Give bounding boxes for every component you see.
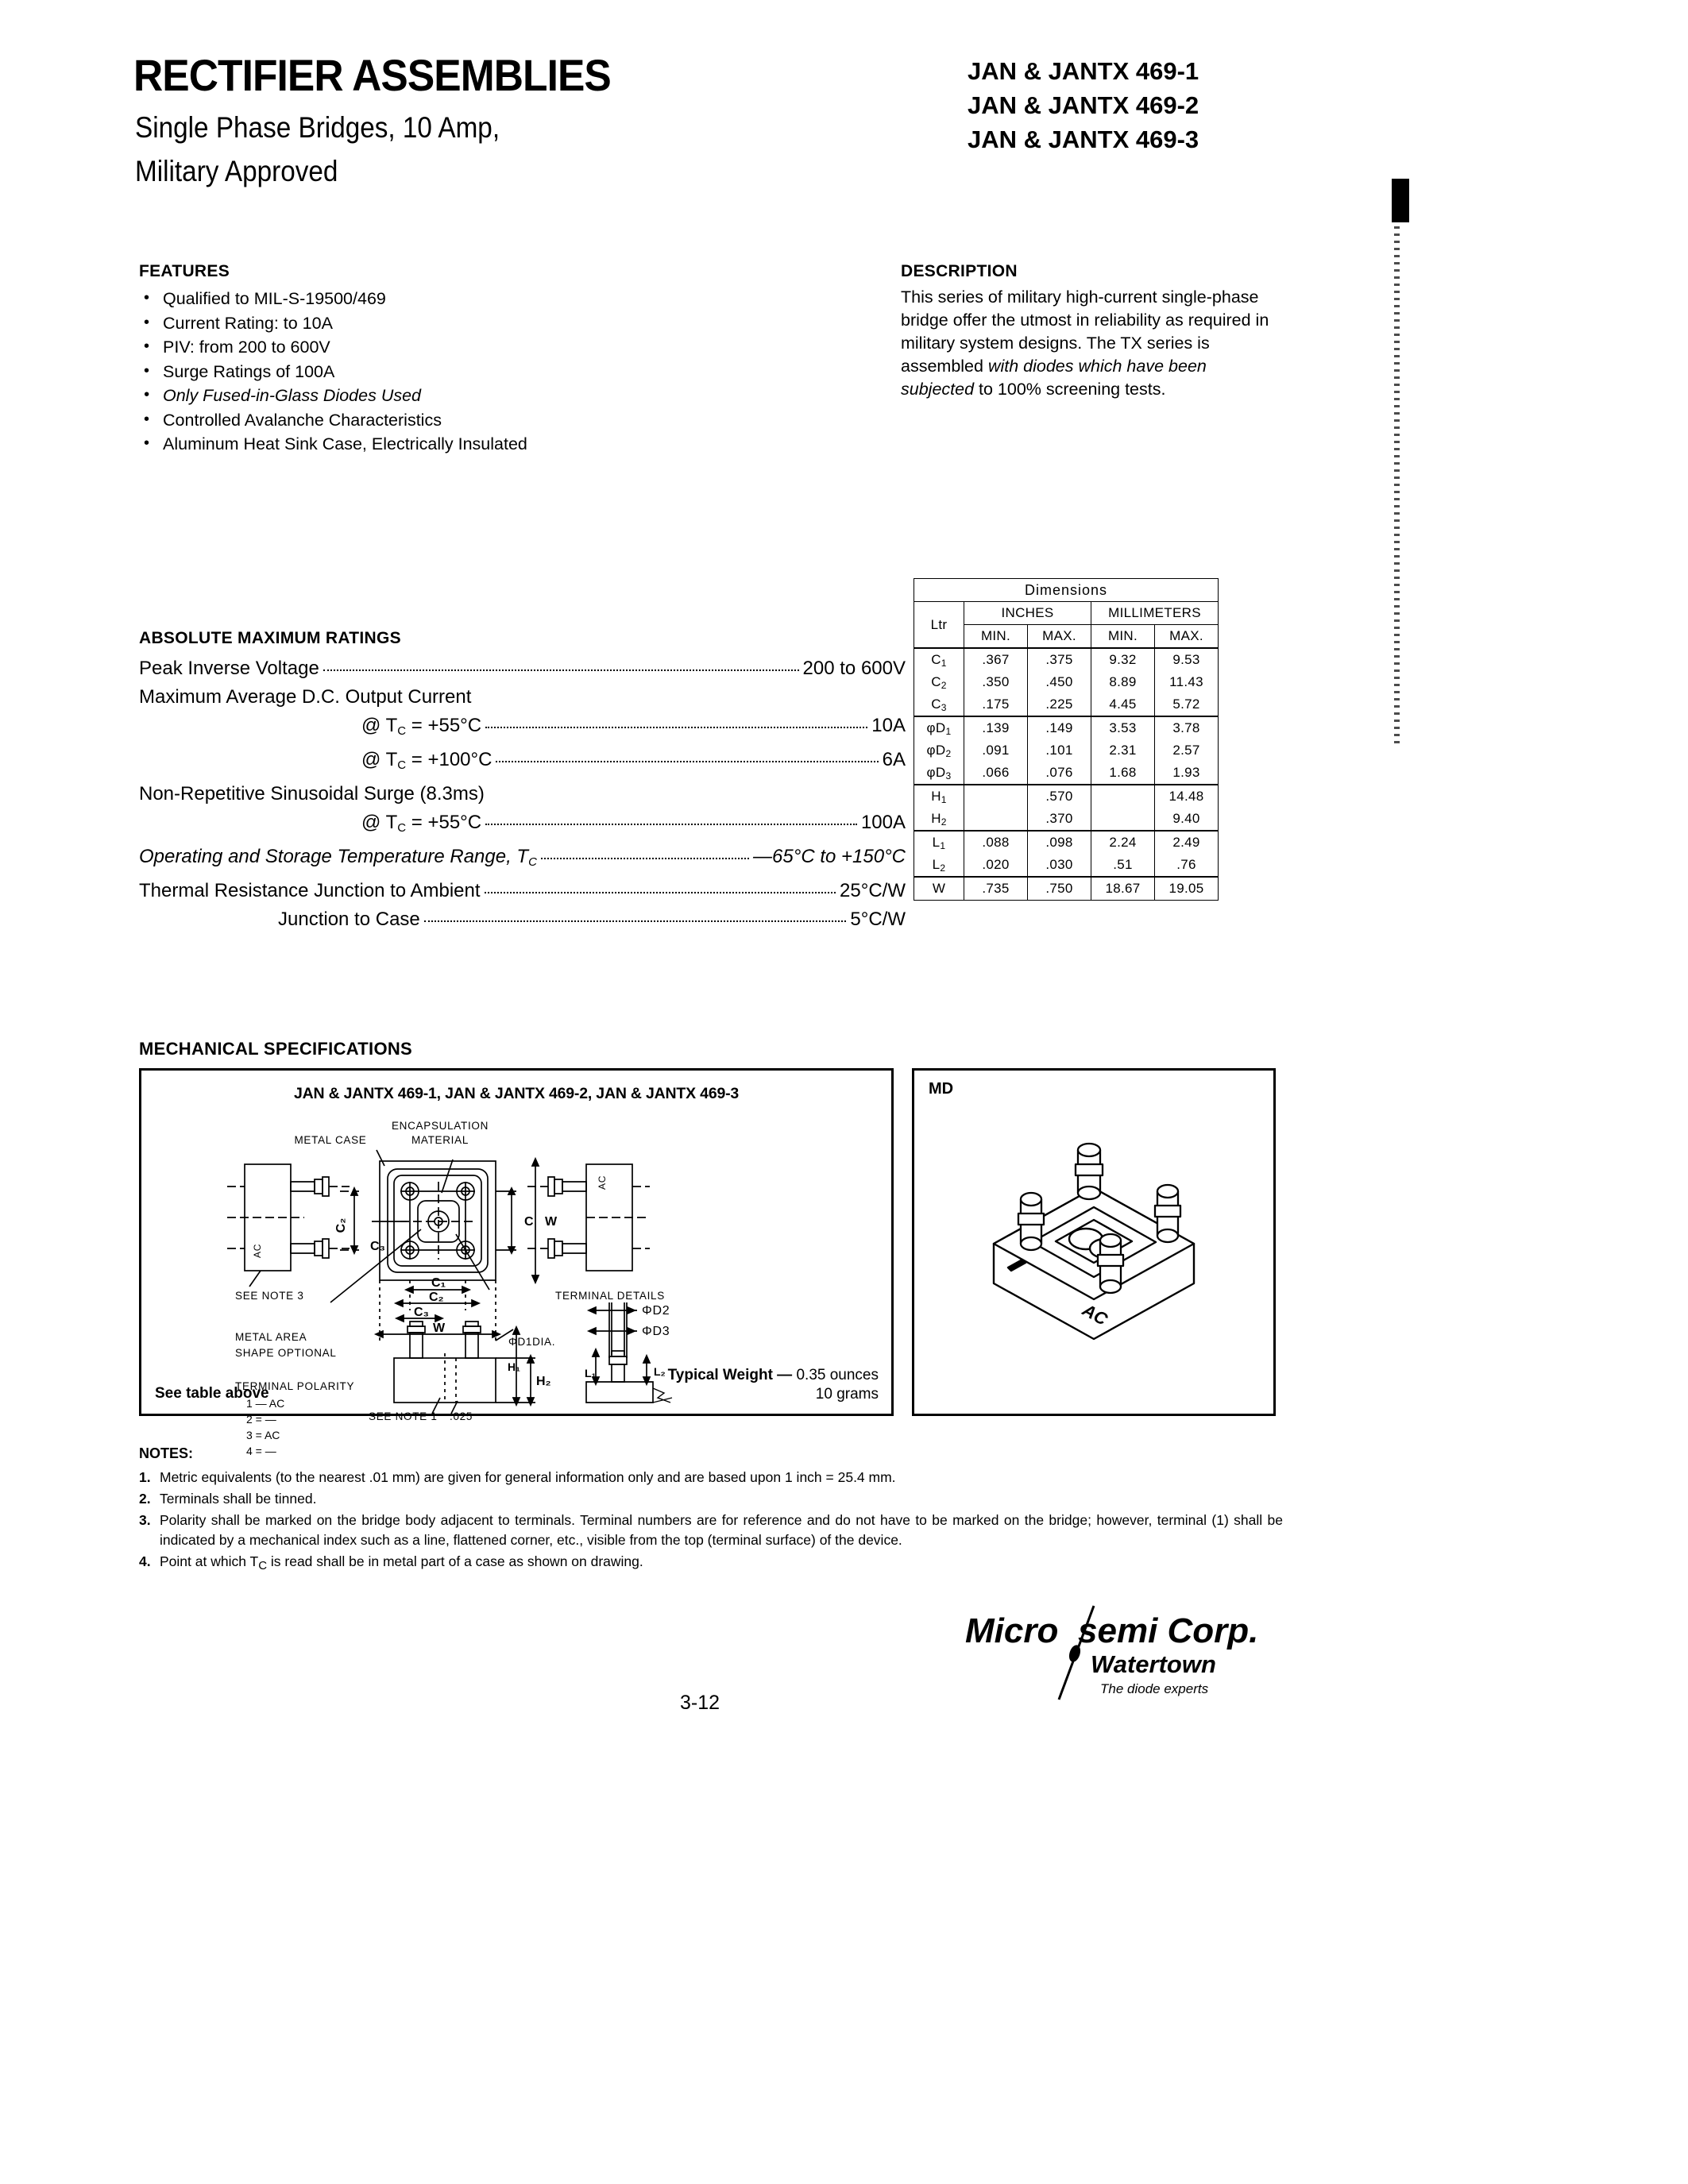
cell-inch-max: .225 — [1028, 693, 1091, 716]
package-body-marking: AC — [1079, 1299, 1111, 1329]
dim-label-H1: H₁ — [508, 1360, 520, 1373]
cell-mm-max: 19.05 — [1155, 877, 1219, 901]
terminal-polarity-item: 1 — AC — [246, 1397, 285, 1410]
rating-row — [139, 877, 906, 905]
description-text-part1: This series of military high-current single-phase bridge offer the utmost in reliability as required in military system designs. The TX series is assembled — [901, 287, 1269, 376]
rating-value: 5°C/W — [850, 909, 906, 930]
feature-item: • PIV: from 200 to 600V — [139, 335, 632, 360]
typical-weight-ounces: 0.35 ounces — [796, 1367, 879, 1383]
features-section — [139, 262, 632, 457]
rating-label: Operating and Storage Temperature Range, $T_C$ — [139, 846, 537, 869]
table-row — [914, 854, 1219, 877]
package-3d-svg — [914, 1071, 1273, 1414]
callout-metal-case: METAL CASE — [294, 1134, 367, 1146]
part-number-list — [968, 54, 1199, 156]
rating-dots — [496, 761, 878, 762]
table-row — [914, 877, 1219, 901]
cell-ltr: φD2 — [914, 739, 964, 762]
typical-weight-label: Typical Weight — — [667, 1367, 793, 1383]
cell-mm-min: 2.24 — [1091, 831, 1155, 854]
col-header-inches: INCHES — [964, 602, 1091, 625]
callout-ac-side2: AC — [597, 1175, 608, 1190]
cell-inch-min: .367 — [964, 648, 1028, 671]
description-text-italic: with diodes which have been subjected — [901, 357, 1207, 399]
cell-inch-max: .030 — [1028, 854, 1091, 877]
note-number: 1. — [139, 1469, 151, 1485]
col-header-inch-min: MIN. — [964, 625, 1028, 649]
rating-dots — [424, 920, 847, 922]
callout-dim-025: .025 — [450, 1410, 473, 1422]
callout-d3: ΦD3 — [642, 1325, 670, 1338]
callout-d2: ΦD2 — [642, 1304, 670, 1318]
rating-label: Non-Repetitive Sinusoidal Surge (8.3ms) — [139, 783, 485, 805]
notes-heading: NOTES: — [139, 1445, 194, 1461]
note-item — [139, 1468, 1283, 1488]
logo-svg — [957, 1596, 1275, 1704]
rating-dots — [485, 892, 836, 893]
feature-item: • Aluminum Heat Sink Case, Electrically Insulated — [139, 432, 632, 457]
rating-value: 25°C/W — [840, 880, 906, 901]
rating-value: —65°C to +150°C — [753, 846, 906, 867]
cell-inch-max: .750 — [1028, 877, 1091, 901]
rating-dots — [323, 669, 799, 671]
note-text: Terminals shall be tinned. — [160, 1491, 317, 1507]
cell-ltr: C1 — [914, 648, 964, 671]
cell-ltr: L2 — [914, 854, 964, 877]
dim-label-L1: L₁ — [585, 1367, 597, 1379]
cell-mm-max: 2.57 — [1155, 739, 1219, 762]
table-row — [914, 785, 1219, 808]
company-logo — [957, 1596, 1275, 1704]
callout-see-note-3: SEE NOTE 3 — [235, 1290, 304, 1302]
package-3d-panel — [912, 1068, 1276, 1416]
dimensions-table-title: Dimensions — [914, 579, 1219, 602]
md-label: MD — [929, 1080, 954, 1098]
note-item — [139, 1552, 1283, 1576]
dim-label-C3-v: C₃ — [370, 1240, 385, 1253]
cell-inch-min: .091 — [964, 739, 1028, 762]
cell-mm-min: 1.68 — [1091, 762, 1155, 785]
cell-mm-min: 8.89 — [1091, 671, 1155, 693]
cell-inch-min: .066 — [964, 762, 1028, 785]
terminal-polarity-item: 2 = — — [246, 1413, 276, 1426]
page-subtitle-line2: Military Approved — [135, 155, 338, 187]
cell-ltr: C3 — [914, 693, 964, 716]
note-number: 2. — [139, 1491, 151, 1507]
cell-ltr: H2 — [914, 808, 964, 831]
callout-metal-area-2: SHAPE OPTIONAL — [235, 1347, 337, 1359]
callout-metal-area-1: METAL AREA — [235, 1331, 307, 1343]
cell-mm-min — [1091, 785, 1155, 808]
logo-watertown: Watertown — [1091, 1650, 1216, 1678]
rating-dots — [485, 824, 857, 825]
typical-weight-grams: 10 grams — [815, 1386, 879, 1403]
cell-ltr: φD3 — [914, 762, 964, 785]
rating-row — [139, 843, 906, 877]
cell-mm-max: 5.72 — [1155, 693, 1219, 716]
cell-mm-max: 1.93 — [1155, 762, 1219, 785]
features-heading: FEATURES — [139, 262, 230, 280]
cell-ltr: L1 — [914, 831, 964, 854]
description-section — [901, 262, 1274, 401]
cell-inch-max: .098 — [1028, 831, 1091, 854]
col-header-inch-max: MAX. — [1028, 625, 1091, 649]
rating-row — [139, 905, 906, 934]
callout-ac-side: AC — [252, 1243, 263, 1258]
cell-mm-min — [1091, 808, 1155, 831]
rating-label: @ $T_C = +55^\circ C$ — [361, 715, 482, 738]
rating-dots — [485, 727, 867, 728]
cell-inch-max: .570 — [1028, 785, 1091, 808]
dimensions-table — [914, 578, 1219, 901]
col-header-ltr: Ltr — [914, 602, 964, 649]
part-number: JAN & JANTX 469-3 — [968, 125, 1199, 153]
table-row — [914, 762, 1219, 785]
callout-d1-dia: ΦD1DIA. — [508, 1336, 556, 1348]
table-row — [914, 716, 1219, 739]
dim-label-W: W — [545, 1215, 558, 1229]
cell-mm-max: 11.43 — [1155, 671, 1219, 693]
table-row — [914, 671, 1219, 693]
callout-terminal-polarity: TERMINAL POLARITY — [235, 1380, 355, 1392]
note-item — [139, 1511, 1283, 1550]
feature-item: • Controlled Avalanche Characteristics — [139, 408, 632, 433]
callout-terminal-details: TERMINAL DETAILS — [555, 1290, 665, 1302]
dim-label-L2: L₂ — [654, 1365, 666, 1378]
cell-inch-min: .350 — [964, 671, 1028, 693]
table-row — [914, 808, 1219, 831]
dim-label-W2: W — [433, 1322, 446, 1335]
rating-row — [139, 654, 906, 683]
table-row — [914, 831, 1219, 854]
rating-label: @ $T_C = +100^\circ C$ — [361, 749, 492, 772]
note-number: 3. — [139, 1512, 151, 1528]
table-row — [914, 602, 1219, 625]
notes-section — [139, 1444, 1283, 1577]
mechanical-specs-heading: MECHANICAL SPECIFICATIONS — [139, 1039, 413, 1059]
cell-mm-min: 4.45 — [1091, 693, 1155, 716]
page-title: RECTIFIER ASSEMBLIES — [133, 50, 611, 100]
cell-ltr: C2 — [914, 671, 964, 693]
description-text-part2: to 100% screening tests. — [979, 380, 1166, 399]
rating-value: 10A — [871, 715, 906, 736]
cell-inch-min: .088 — [964, 831, 1028, 854]
table-row — [914, 648, 1219, 671]
cell-inch-min: .139 — [964, 716, 1028, 739]
feature-item: • Only Fused-in-Glass Diodes Used — [139, 384, 632, 408]
logo-semi-corp: semi Corp. — [1078, 1611, 1259, 1650]
part-number: JAN & JANTX 469-1 — [968, 57, 1199, 85]
callout-see-note-1: SEE NOTE 1 — [369, 1410, 438, 1422]
logo-micro: Micro — [965, 1611, 1059, 1650]
cell-ltr: φD1 — [914, 716, 964, 739]
cell-ltr: H1 — [914, 785, 964, 808]
table-row — [914, 693, 1219, 716]
cell-inch-min: .735 — [964, 877, 1028, 901]
rating-label: Maximum Average D.C. Output Current — [139, 686, 472, 708]
part-number: JAN & JANTX 469-2 — [968, 91, 1199, 119]
rating-value: 100A — [860, 812, 906, 833]
feature-item: • Qualified to MIL-S-19500/469 — [139, 287, 632, 311]
see-table-note: See table above — [155, 1385, 269, 1402]
rating-dots — [541, 858, 749, 859]
page-subtitle-line1: Single Phase Bridges, 10 Amp, — [135, 111, 500, 144]
rating-row — [139, 712, 906, 746]
rating-value: 200 to 600V — [802, 658, 906, 679]
note-text: Metric equivalents (to the nearest .01 mm) are given for general information only and are based upon 1 inch = 25.4 mm. — [160, 1469, 896, 1485]
rating-row — [139, 746, 906, 780]
note-item — [139, 1489, 1283, 1509]
terminal-polarity-item: 4 = — — [246, 1445, 276, 1457]
dimensions-table-head — [914, 579, 1219, 649]
col-header-mm-min: MIN. — [1091, 625, 1155, 649]
table-row — [914, 579, 1219, 602]
cell-mm-max: 9.53 — [1155, 648, 1219, 671]
cell-inch-max: .370 — [1028, 808, 1091, 831]
scan-edge-strip — [1394, 226, 1400, 747]
rating-row — [139, 683, 906, 712]
cell-inch-max: .149 — [1028, 716, 1091, 739]
cell-inch-min — [964, 785, 1028, 808]
rating-row — [139, 780, 906, 808]
feature-item: • Surge Ratings of 100A — [139, 360, 632, 384]
mechanical-drawing-title: JAN & JANTX 469-1, JAN & JANTX 469-2, JAN & JANTX 469-3 — [293, 1085, 740, 1102]
notes-list — [139, 1468, 1283, 1576]
dim-label-C: C — [524, 1215, 534, 1229]
terminal-polarity-item: 3 = AC — [246, 1429, 280, 1441]
ratings-heading: ABSOLUTE MAXIMUM RATINGS — [139, 629, 401, 647]
callout-material: MATERIAL — [411, 1134, 469, 1146]
callout-encapsulation: ENCAPSULATION — [391, 1120, 489, 1132]
ratings-rows — [139, 654, 906, 934]
dim-label-H2: H₂ — [536, 1375, 551, 1388]
rating-label: Junction to Case — [278, 909, 420, 930]
rating-label: @ $T_C = +55^\circ C$ — [361, 812, 482, 835]
note-text: Point at which TC is read shall be in metal part of a case as shown on drawing. — [160, 1553, 643, 1572]
cell-inch-max: .450 — [1028, 671, 1091, 693]
cell-mm-min: 18.67 — [1091, 877, 1155, 901]
logo-tagline: The diode experts — [1100, 1681, 1209, 1696]
feature-item: • Current Rating: to 10A — [139, 311, 632, 336]
cell-mm-max: 9.40 — [1155, 808, 1219, 831]
cell-mm-max: 2.49 — [1155, 831, 1219, 854]
cell-inch-max: .375 — [1028, 648, 1091, 671]
cell-mm-min: .51 — [1091, 854, 1155, 877]
cell-inch-min — [964, 808, 1028, 831]
cell-ltr: W — [914, 877, 964, 901]
cell-mm-min: 9.32 — [1091, 648, 1155, 671]
cell-mm-max: 3.78 — [1155, 716, 1219, 739]
description-heading: DESCRIPTION — [901, 262, 1018, 280]
page-number: 3-12 — [680, 1692, 720, 1714]
note-text: Polarity shall be marked on the bridge body adjacent to terminals. Terminal numbers are for reference and do not have to be marked on the bridge; however, terminal (1) shall be indicated by a mechanical index such as a line, flattened corner, etc., visible from the top (terminal surface) of the device. — [160, 1512, 1283, 1548]
rating-label: Thermal Resistance Junction to Ambient — [139, 880, 481, 901]
features-list — [139, 287, 632, 457]
description-body — [901, 286, 1274, 401]
col-header-millimeters: MILLIMETERS — [1091, 602, 1219, 625]
dimensions-table-body — [914, 648, 1219, 901]
absolute-maximum-ratings-section — [139, 629, 906, 934]
dim-label-C3: C₃ — [414, 1306, 429, 1319]
dim-label-C2-v: C₂ — [334, 1217, 348, 1233]
col-header-mm-max: MAX. — [1155, 625, 1219, 649]
dim-label-C2: C₂ — [429, 1291, 444, 1304]
rating-label: Peak Inverse Voltage — [139, 658, 319, 679]
dim-label-C1: C₁ — [431, 1276, 446, 1290]
cell-inch-max: .076 — [1028, 762, 1091, 785]
cell-inch-min: .175 — [964, 693, 1028, 716]
rating-value: 6A — [882, 749, 906, 770]
cell-inch-min: .020 — [964, 854, 1028, 877]
scan-edge-mark — [1392, 179, 1409, 222]
rating-row — [139, 808, 906, 843]
cell-mm-max: 14.48 — [1155, 785, 1219, 808]
cell-inch-max: .101 — [1028, 739, 1091, 762]
table-row — [914, 739, 1219, 762]
cell-mm-min: 2.31 — [1091, 739, 1155, 762]
cell-mm-min: 3.53 — [1091, 716, 1155, 739]
cell-mm-max: .76 — [1155, 854, 1219, 877]
note-number: 4. — [139, 1553, 151, 1569]
